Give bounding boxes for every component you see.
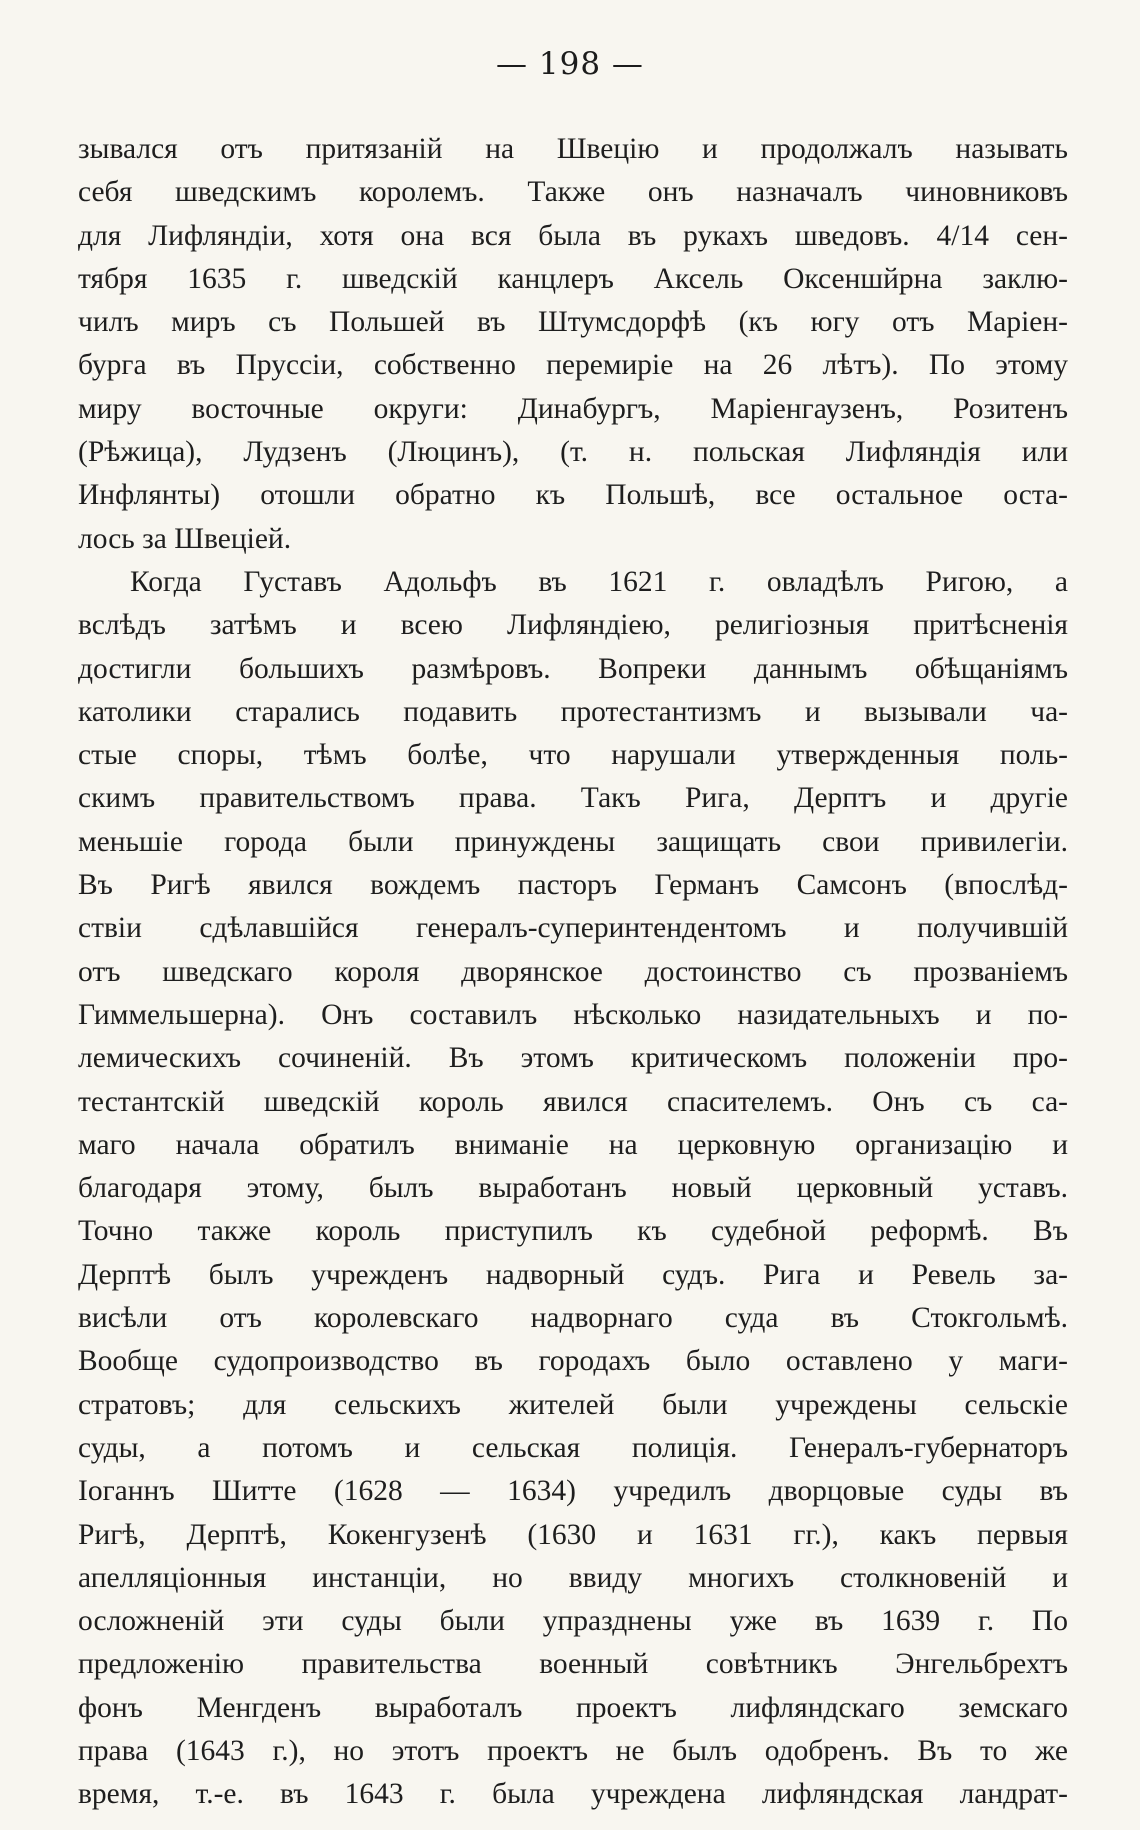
text-line: вслѣдъ затѣмъ и всею Лифляндіею, религіозныя притѣсненія: [78, 609, 1068, 642]
text-line: Въ Ригѣ явился вождемъ пасторъ Германъ Самсонъ (впослѣд-: [78, 869, 1068, 902]
text-line: Ригѣ, Дерптѣ, Кокенгузенѣ (1630 и 1631 гг.), какъ первыя: [78, 1518, 1068, 1551]
text-line: Іоганнъ Шитте (1628 — 1634) учредилъ дворцовые суды въ: [78, 1475, 1068, 1508]
text-line: бурга въ Пруссіи, собственно перемиріе на 26 лѣтъ). По этому: [78, 349, 1068, 382]
text-line: скимъ правительствомъ права. Такъ Рига, Дерптъ и другіе: [78, 782, 1068, 815]
text-line: меньшіе города были принуждены защищать свои привилегіи.: [78, 825, 1068, 858]
paragraph: [78, 561, 1068, 1817]
text-line: висѣли отъ королевскаго надворнаго суда въ Стокгольмѣ.: [78, 1302, 1068, 1335]
text-line: фонъ Менгденъ выработалъ проектъ лифляндскаго земскаго: [78, 1691, 1068, 1724]
page-number: — 198 —: [496, 46, 644, 82]
text-line: время, т.-е. въ 1643 г. была учреждена лифляндская ландрат-: [78, 1778, 1068, 1811]
paragraph: [78, 128, 1068, 561]
text-line: Когда Густавъ Адольфъ въ 1621 г. овладѣлъ Ригою, а: [130, 565, 1068, 598]
text-line: стые споры, тѣмъ болѣе, что нарушали утвержденныя поль-: [78, 739, 1068, 772]
text-line: суды, а потомъ и сельская полиція. Генералъ-губернаторъ: [78, 1431, 1068, 1464]
text-line: Точно также король приступилъ къ судебной реформѣ. Въ: [78, 1215, 1068, 1248]
text-line: лемическихъ сочиненій. Въ этомъ критическомъ положеніи про-: [78, 1042, 1068, 1075]
text-line: зывался отъ притязаній на Швецію и продолжалъ называть: [78, 133, 1068, 165]
text-line: (Рѣжица), Лудзенъ (Люцинъ), (т. н. польская Лифляндія или: [78, 436, 1068, 469]
text-line: осложненій эти суды были упразднены уже въ 1639 г. По: [78, 1605, 1068, 1638]
text-line: тестантскій шведскій король явился спасителемъ. Онъ съ са-: [78, 1085, 1068, 1118]
text-line: права (1643 г.), но этотъ проектъ не былъ одобренъ. Въ то же: [78, 1734, 1068, 1767]
text-line: стратовъ; для сельскихъ жителей были учреждены сельскіе: [78, 1388, 1068, 1421]
text-line: маго начала обратилъ вниманіе на церковную организацію и: [78, 1128, 1068, 1161]
text-line: Вообще судопроизводство въ городахъ было оставлено у маги-: [78, 1345, 1068, 1378]
text-line: себя шведскимъ королемъ. Также онъ назначалъ чиновниковъ: [78, 176, 1068, 209]
body-text: [78, 128, 1068, 1817]
text-line: миру восточные округи: Динабургъ, Маріенгаузенъ, Розитенъ: [78, 392, 1068, 425]
text-line: апелляціонныя инстанціи, но ввиду многихъ столкновеній и: [78, 1561, 1068, 1594]
text-line: католики старались подавить протестантизмъ и вызывали ча-: [78, 695, 1068, 728]
text-line: ствіи сдѣлавшійся генералъ-суперинтендентомъ и получившій: [78, 912, 1068, 945]
text-line: достигли большихъ размѣровъ. Вопреки даннымъ обѣщаніямъ: [78, 652, 1068, 685]
text-line: лось за Швеціей.: [78, 522, 292, 555]
text-line: предложенію правительства военный совѣтникъ Энгельбрехтъ: [78, 1648, 1068, 1681]
text-line: отъ шведскаго короля дворянское достоинство съ прозваніемъ: [78, 955, 1068, 988]
text-line: тября 1635 г. шведскій канцлеръ Аксель Оксеншйрна заклю-: [78, 262, 1068, 295]
text-line: чилъ миръ съ Польшей въ Штумсдорфѣ (къ югу отъ Маріен-: [78, 306, 1068, 339]
text-line: Дерптѣ былъ учрежденъ надворный судъ. Рига и Ревель за-: [78, 1258, 1068, 1291]
text-line: для Лифляндіи, хотя она вся была въ рукахъ шведовъ. 4/14 сен-: [78, 219, 1068, 252]
text-line: благодаря этому, былъ выработанъ новый церковный уставъ.: [78, 1172, 1068, 1205]
text-line: Инфлянты) отошли обратно къ Польшѣ, все остальное оста-: [78, 479, 1068, 512]
text-line: Гиммельшерна). Онъ составилъ нѣсколько назидательныхъ и по-: [78, 998, 1068, 1031]
